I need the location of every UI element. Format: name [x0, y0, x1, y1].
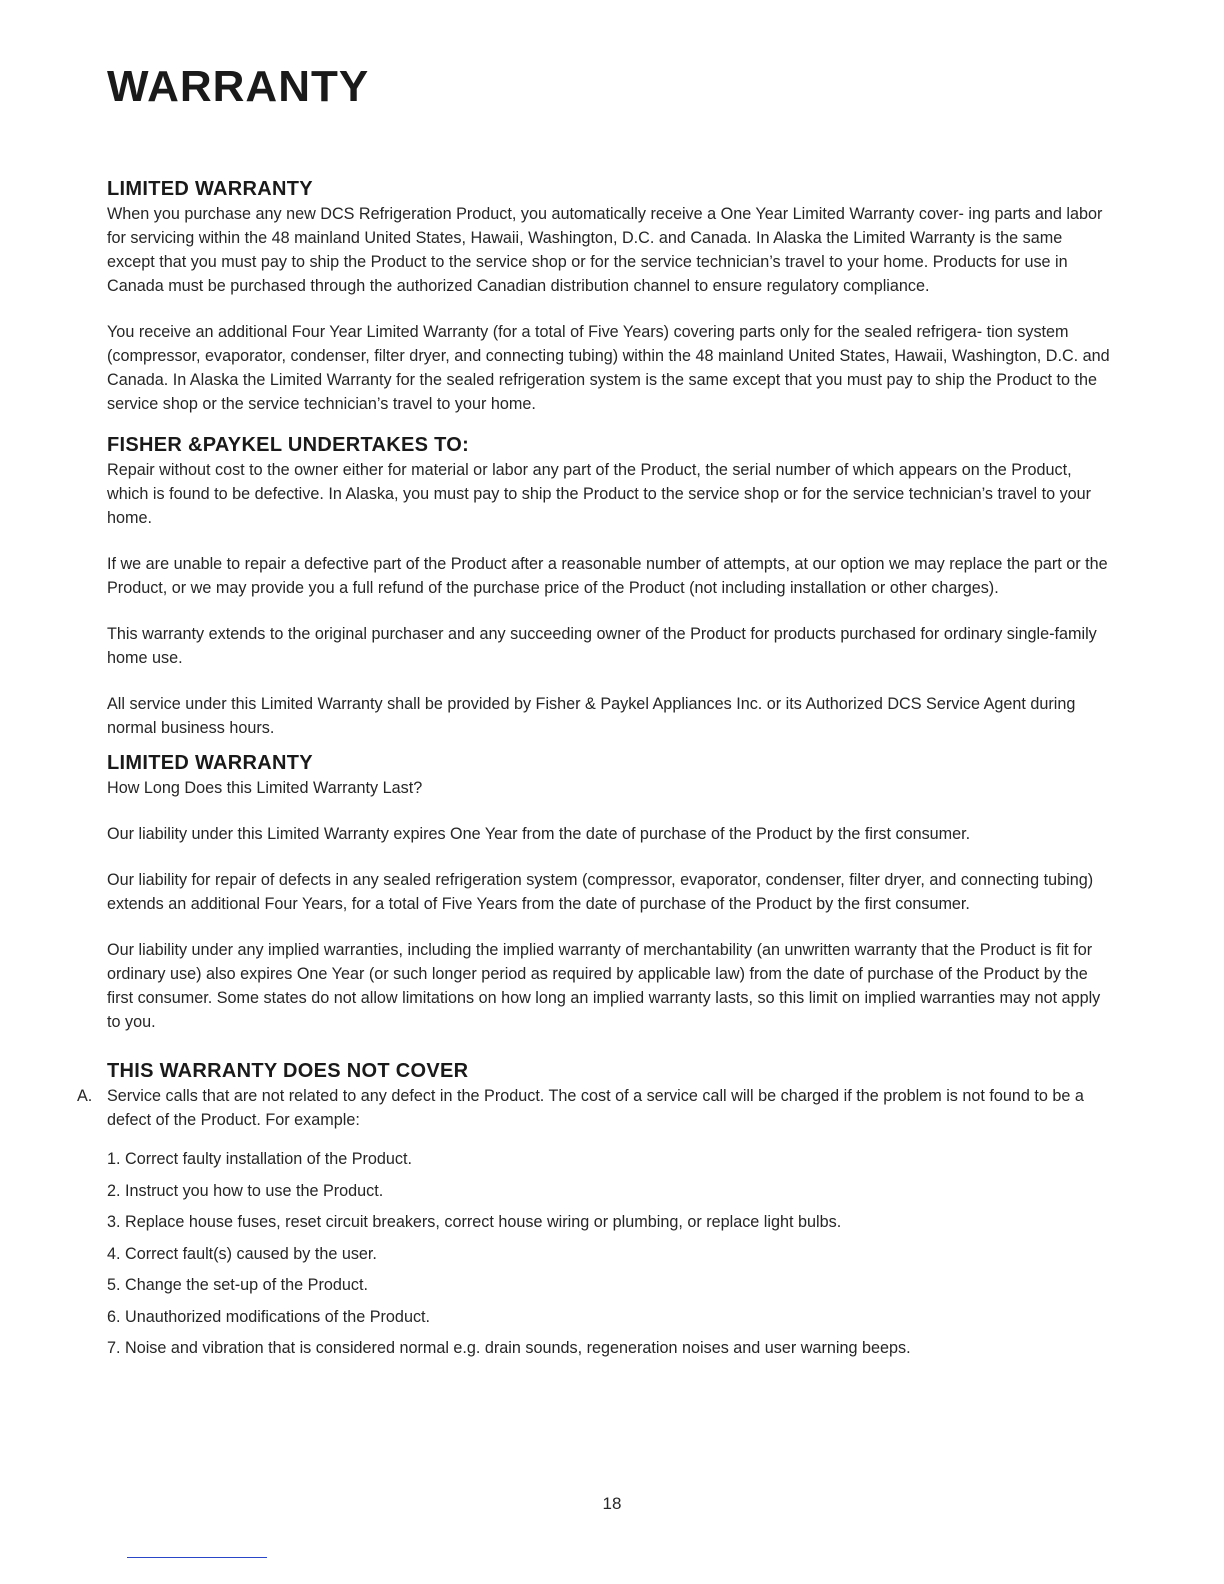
- warranty-content: [77, 176, 1110, 1365]
- section-heading-undertakes: FISHER &PAYKEL UNDERTAKES TO:: [107, 434, 470, 456]
- exclusion-text: Service calls that are not related to any defect in the Product. The cost of a service call will be charged if the problem is not found to be a defect of the Product. For example:: [107, 1087, 1084, 1129]
- list-item: 5. Change the set-up of the Product.: [107, 1276, 368, 1294]
- examples-list: [107, 1144, 1110, 1365]
- section-heading-limited-warranty: LIMITED WARRANTY: [107, 178, 313, 200]
- list-marker: A.: [77, 1087, 93, 1105]
- list-item: 7. Noise and vibration that is considered normal e.g. drain sounds, regeneration noises and user warning beeps.: [107, 1339, 911, 1357]
- paragraph: Repair without cost to the owner either for material or labor any part of the Product, the serial number of which appears on the Product, which is found to be defective. In Alaska, you must pay to ship the Product to the service shop or for the service technician’s travel to your home.: [107, 461, 1092, 527]
- paragraph: All service under this Limited Warranty shall be provided by Fisher & Paykel Appliances Inc. or its Authorized DCS Service Agent during normal business hours.: [107, 695, 1076, 737]
- page-number: 18: [602, 1494, 622, 1513]
- list-item: 1. Correct faulty installation of the Product.: [107, 1150, 413, 1168]
- paragraph: Our liability for repair of defects in any sealed refrigeration system (compressor, evaporator, condenser, filter dryer, and connecting tubing) extends an additional Four Years, for a total of Five Years from the date of purchase of the Product by the first consumer.: [107, 871, 1094, 913]
- footer-rule: [127, 1557, 267, 1558]
- duration-question: How Long Does this Limited Warranty Last?: [107, 779, 423, 797]
- exclusion-item-a: [77, 1084, 1110, 1132]
- list-item: 6. Unauthorized modifications of the Product.: [107, 1307, 431, 1326]
- list-item: 4. Correct fault(s) caused by the user.: [107, 1244, 377, 1263]
- paragraph: Our liability under any implied warranties, including the implied warranty of merchantability (an unwritten warranty that the Product is fit for ordinary use) also expires One Year (or such longer period as required by applicable law) from the date of purchase of the Product by the first consumer. Some states do not allow limitations on how long an implied warranty lasts, so this limit on implied warranties may not apply to you.: [107, 941, 1101, 1031]
- paragraph: This warranty extends to the original purchaser and any succeeding owner of the Product for products purchased for ordinary single-family home use.: [107, 625, 1097, 667]
- list-item: 3. Replace house fuses, reset circuit breakers, correct house wiring or plumbing, or replace light bulbs.: [107, 1213, 842, 1231]
- paragraph: If we are unable to repair a defective part of the Product after a reasonable number of attempts, at our option we may replace the part or the Product, or we may provide you a full refund of the purchase price of the Product (not including installation or other charges).: [107, 555, 1108, 597]
- paragraph: When you purchase any new DCS Refrigeration Product, you automatically receive a One Year Limited Warranty cover- ing parts and labor for servicing within the 48 mainland United States, Hawaii, Washington, D.C. and Canada. In Alaska the Limited Warranty is the same except that you must pay to ship the Product to the service shop or for the service technician’s travel to your home. Products for use in Canada must be purchased through the authorized Canadian distribution channel to ensure regulatory compliance.: [107, 205, 1103, 295]
- section-heading-limited-warranty-duration: LIMITED WARRANTY: [107, 752, 313, 774]
- paragraph: You receive an additional Four Year Limited Warranty (for a total of Five Years) covering parts only for the sealed refrigera- tion system (compressor, evaporator, condenser, filter dryer, and connecting tubing) within the 48 mainland United States, Hawaii, Washington, D.C. and Canada. In Alaska the Limited Warranty for the sealed refrigeration system is the same except that you must pay to ship the Product to the service shop or the service technician’s travel to your home.: [107, 323, 1110, 413]
- page-title: WARRANTY: [107, 62, 370, 111]
- paragraph: Our liability under this Limited Warranty expires One Year from the date of purchase of the Product by the first consumer.: [107, 825, 971, 843]
- section-heading-not-cover: THIS WARRANTY DOES NOT COVER: [107, 1060, 469, 1082]
- list-item: 2. Instruct you how to use the Product.: [107, 1181, 384, 1200]
